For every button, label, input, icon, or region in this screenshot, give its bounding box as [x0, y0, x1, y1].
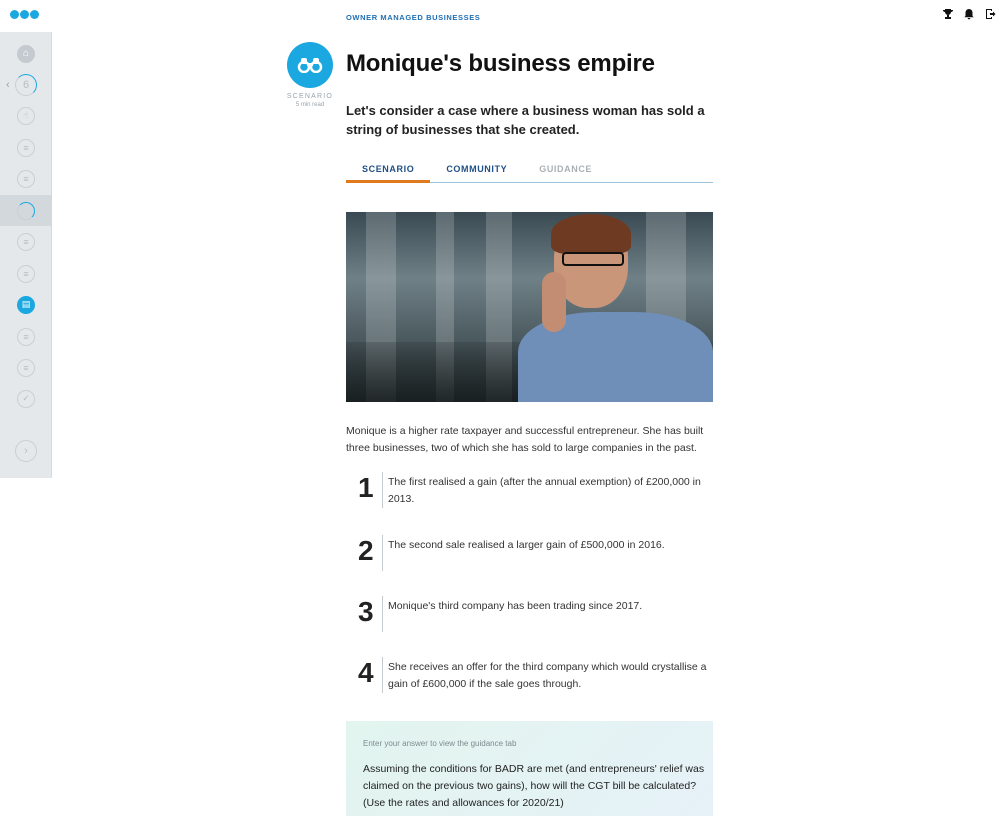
tab-bar — [346, 161, 713, 183]
chevron-right-icon: › — [15, 440, 37, 462]
sidebar-item-quiz[interactable] — [0, 383, 52, 414]
badge-label: SCENARIO — [286, 93, 334, 100]
list-item — [346, 533, 713, 573]
trophy-icon[interactable] — [942, 8, 954, 20]
step-number: 3 — [358, 596, 374, 627]
read-time: 5 min read — [295, 102, 325, 108]
sidebar-step-number: 6 — [22, 78, 30, 91]
photo-person-hair — [551, 214, 631, 254]
sidebar-item-lesson[interactable] — [0, 226, 52, 257]
step-number: 4 — [358, 657, 374, 688]
sidebar-item-lesson[interactable] — [0, 352, 52, 383]
tab-scenario[interactable]: SCENARIO — [346, 161, 430, 183]
photo-person-hand — [542, 272, 566, 332]
logo-dot — [10, 10, 19, 19]
chevron-left-icon[interactable]: ‹ — [6, 78, 10, 91]
sidebar-item-lesson[interactable] — [0, 132, 52, 163]
app-logo[interactable] — [10, 10, 39, 19]
list-item — [346, 470, 713, 510]
hand-icon: ☝ — [17, 107, 35, 125]
progress-icon — [17, 202, 35, 220]
logo-dot — [20, 10, 29, 19]
photo-person-glasses — [562, 252, 624, 266]
lead-text: Let's consider a case where a business woman has sold a string of businesses that she created. — [346, 103, 705, 137]
document-icon: ≡ — [17, 233, 35, 251]
tab-community[interactable]: COMMUNITY — [446, 164, 508, 174]
step-divider — [382, 657, 383, 693]
step-number: 1 — [358, 472, 374, 503]
top-toolbar — [942, 8, 996, 20]
progress-icon — [15, 74, 37, 96]
step-text: She receives an offer for the third company which would crystallise a gain of £600,000 if the sale goes through. — [388, 661, 707, 690]
page-title: Monique's business empire — [346, 50, 655, 77]
sidebar-item-lesson[interactable] — [0, 258, 52, 289]
scenario-photo — [346, 212, 713, 402]
sidebar-next-button[interactable] — [0, 435, 52, 466]
sidebar-item-lesson[interactable] — [0, 321, 52, 352]
check-icon: ✓ — [17, 390, 35, 408]
step-divider — [382, 596, 383, 632]
step-text: The second sale realised a larger gain of £500,000 in 2016. — [388, 539, 665, 551]
step-divider — [382, 472, 383, 508]
list-item — [346, 594, 713, 634]
sidebar-item-intro[interactable] — [0, 100, 52, 131]
scenario-badge — [287, 42, 333, 88]
intro-paragraph: Monique is a higher rate taxpayer and successful entrepreneur. She has built three businesses, two of which she has sold to large companies in the past. — [346, 425, 704, 454]
document-icon: ≡ — [17, 265, 35, 283]
step-number: 2 — [358, 535, 374, 566]
tab-guidance[interactable]: GUIDANCE — [539, 164, 593, 174]
step-divider — [382, 535, 383, 571]
section-kicker[interactable]: OWNER MANAGED BUSINESSES — [346, 13, 481, 22]
sidebar-item-module[interactable] — [0, 69, 52, 100]
list-item — [346, 655, 713, 695]
bell-icon[interactable] — [963, 8, 975, 20]
step-text: The first realised a gain (after the annual exemption) of £200,000 in 2013. — [388, 476, 701, 505]
logo-dot — [30, 10, 39, 19]
course-sidebar — [0, 32, 52, 478]
home-icon: ⌂ — [17, 45, 35, 63]
sidebar-item-section[interactable] — [0, 195, 52, 226]
document-icon: ≡ — [17, 328, 35, 346]
sidebar-item-current[interactable] — [0, 289, 52, 320]
document-icon: ▤ — [17, 296, 35, 314]
binoculars-icon — [297, 57, 323, 73]
document-icon: ≡ — [17, 170, 35, 188]
step-text: Monique's third company has been trading since 2017. — [388, 600, 643, 612]
logout-icon[interactable] — [984, 8, 996, 20]
document-icon: ≡ — [17, 359, 35, 377]
answer-hint: Enter your answer to view the guidance tab — [363, 739, 517, 748]
question-text: Assuming the conditions for BADR are met (and entrepreneurs' relief was claimed on the previous two gains), how will the CGT bill be calculated? (Use the rates and allowances for 2020/21) — [363, 763, 705, 809]
answer-panel — [346, 721, 713, 816]
sidebar-item-lesson[interactable] — [0, 163, 52, 194]
document-icon: ≡ — [17, 139, 35, 157]
sidebar-item-home[interactable] — [0, 38, 52, 69]
